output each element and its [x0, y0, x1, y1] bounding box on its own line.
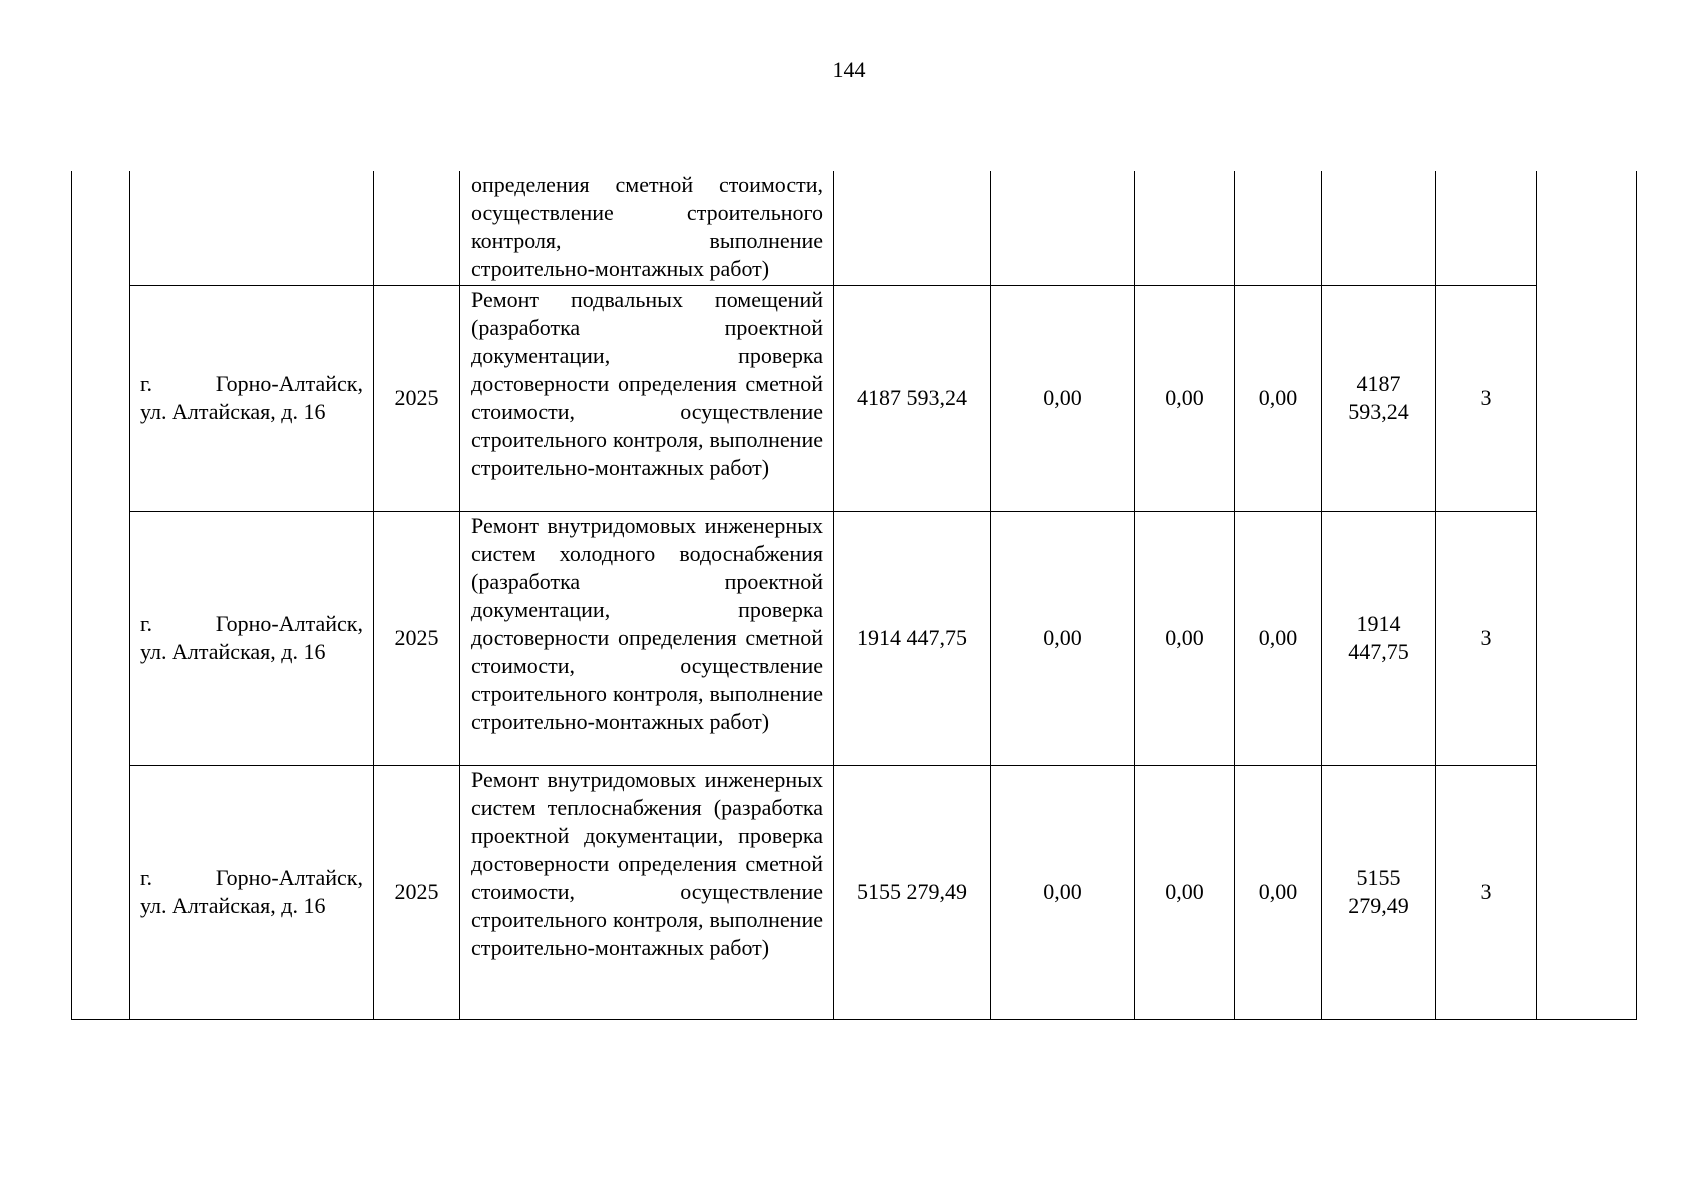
page-number: 144	[832, 57, 866, 82]
address-line: г. Горно-Алтайск,	[140, 371, 363, 396]
code-cell: 3	[1436, 765, 1537, 1019]
fund-cell: 0,00	[1135, 765, 1235, 1019]
year-cell	[374, 171, 460, 285]
description-text-final: строительно-монтажных работ)	[471, 708, 770, 734]
address-cell	[130, 285, 374, 511]
description-cell	[460, 171, 834, 285]
code-cell: 3	[1436, 511, 1537, 765]
fund-cell	[1235, 171, 1322, 285]
description-text: Ремонт внутридомовых инженерных систем холодного водоснабжения (разработка проектной документации, проверка достоверности определения сметной стоимости, осуществление строительного контроля, выполнение	[471, 512, 823, 706]
fund-cell: 0,00	[991, 765, 1135, 1019]
description-text: определения сметной стоимости, осуществление строительного контроля, выполнение	[471, 172, 823, 253]
fund-cell	[1135, 171, 1235, 285]
year-cell: 2025	[374, 285, 460, 511]
total-line: 593,24	[1348, 399, 1409, 424]
total-line: 447,75	[1348, 639, 1409, 664]
description-cell	[460, 511, 834, 765]
code-cell	[1436, 171, 1537, 285]
total-line: 4187	[1356, 371, 1401, 396]
address-cell	[130, 511, 374, 765]
description-text-final: строительно-монтажных работ)	[471, 256, 770, 281]
fund-cell: 0,00	[1235, 765, 1322, 1019]
year-cell: 2025	[374, 765, 460, 1019]
total-cell	[1322, 511, 1436, 765]
description-text-final: строительно-монтажных работ)	[471, 454, 770, 480]
cost-cell: 1914 447,75	[834, 511, 991, 765]
code-cell: 3	[1436, 285, 1537, 511]
address-line: ул. Алтайская, д. 16	[140, 893, 326, 918]
address-line: г. Горно-Алтайск,	[140, 865, 363, 890]
total-line: 279,49	[1348, 893, 1409, 918]
total-cell	[1322, 285, 1436, 511]
fund-cell: 0,00	[1235, 511, 1322, 765]
capital-repair-table	[71, 171, 1637, 1020]
table-row	[72, 765, 1637, 1019]
table-row	[72, 511, 1637, 765]
year-cell: 2025	[374, 511, 460, 765]
fund-cell	[991, 171, 1135, 285]
index-cell	[72, 171, 130, 1019]
description-cell	[460, 285, 834, 511]
address-cell	[130, 765, 374, 1019]
last-column-cell	[1537, 171, 1637, 1019]
fund-cell: 0,00	[991, 285, 1135, 511]
fund-cell: 0,00	[991, 511, 1135, 765]
total-line: 5155	[1356, 865, 1401, 890]
cost-cell: 4187 593,24	[834, 285, 991, 511]
fund-cell: 0,00	[1135, 285, 1235, 511]
description-text-final: строительно-монтажных работ)	[471, 934, 770, 960]
table-row-continuation	[72, 171, 1637, 285]
description-cell	[460, 765, 834, 1019]
address-cell	[130, 171, 374, 285]
address-line: ул. Алтайская, д. 16	[140, 639, 326, 664]
fund-cell: 0,00	[1135, 511, 1235, 765]
total-line: 1914	[1356, 611, 1401, 636]
total-cell	[1322, 171, 1436, 285]
cost-cell	[834, 171, 991, 285]
description-text: Ремонт подвальных помещений (разработка проектной документации, проверка достоверности определения сметной стоимости, осуществление строительного контроля, выполнение	[471, 286, 823, 452]
total-cell	[1322, 765, 1436, 1019]
cost-cell: 5155 279,49	[834, 765, 991, 1019]
table-row	[72, 285, 1637, 511]
address-line: ул. Алтайская, д. 16	[140, 399, 326, 424]
address-line: г. Горно-Алтайск,	[140, 611, 363, 636]
fund-cell: 0,00	[1235, 285, 1322, 511]
description-text: Ремонт внутридомовых инженерных систем теплоснабжения (разработка проектной документации, проверка достоверности определения сметной стоимости, осуществление строительного контроля, выполнение	[471, 766, 823, 932]
